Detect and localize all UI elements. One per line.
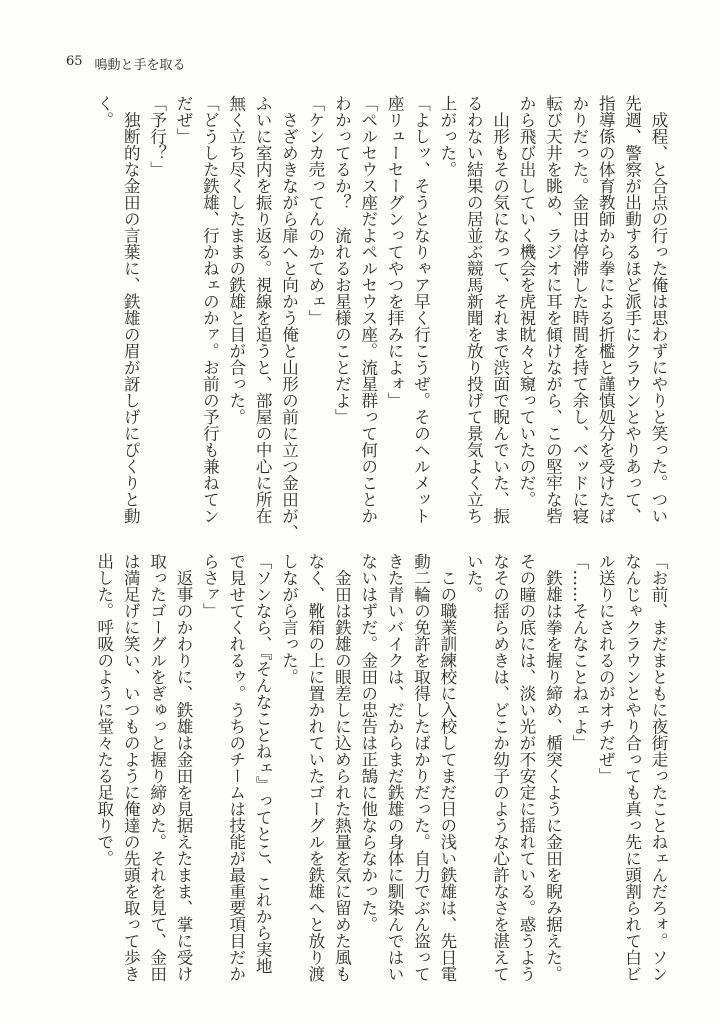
text-column: 出した。呼吸のように堂々たる足取りで。 [94,553,114,867]
text-column: 上がった。 [437,95,457,178]
text-column: かりだった。金田は停滞した時間を持て余し、ベッドに寝 [569,95,589,524]
text-column: わかってるか？ 流れるお星様のことだよ」 [332,95,352,425]
running-title: 鳴動と手を取る [94,58,186,73]
text-column: で見せてくれるゥ。うちのチームは技能が最重要項目だか [226,553,246,982]
text-column: なんじゃクラウンとやり合っても真っ先に頭割られて白ビ [622,553,642,982]
text-column: るわない結果の居並ぶ競馬新聞を放り投げて景気よく立ち [464,95,484,524]
text-column: 座リューセーグンってやつを拝みによォ」 [385,95,405,409]
text-column: なく、靴箱の上に置かれていたゴーグルを鉄雄へと放り渡 [305,553,325,982]
text-column: は満足げに笑い、いつものように俺達の先頭を取って歩き [121,553,141,982]
text-column: 取ったゴーグルをぎゅっと握り締めた。それを見て、金田 [147,553,167,982]
text-column: 「ペルセウス座だよペルセウス座。流星群って何のことか [358,95,378,524]
text-column: 「ソンなら、『そんなことねェ』ってとこ、これから実地 [253,553,273,974]
text-column: さざめきながら扉へと向かう俺と山形の前に立つ金田が、 [279,95,299,541]
text-column: ふいに室内を振り返る。視線を追うと、部屋の中心に所在 [253,95,273,524]
text-column: だぜ」 [173,95,193,145]
text-column: 先週、警察が出動するほど派手にクラウンとやりあって、 [622,95,642,524]
text-column: 「ケンカ売ってんのかてめェ」 [305,95,325,326]
page-number: 65 [66,54,83,69]
top-text-block [90,95,671,541]
text-column: 指導係の体育教師から拳による折檻と謹慎処分を受けたば [596,95,616,524]
text-column: 動二輪の免許を取得したばかりだった。自力でぶん盗って [411,553,431,982]
text-column: 「どうした鉄雄、行かねェのかァ。お前の予行も兼ねてン [200,95,220,524]
text-column: 鉄雄は拳を握り締め、楯突くように金田を睨み据えた。 [543,553,563,982]
page-header [66,54,186,73]
text-column: きた青いバイクは、だからまだ鉄雄の身体に馴染んではい [385,553,405,982]
text-column: 無く立ち尽くしたままの鉄雄と目が合った。 [226,95,246,425]
text-column: 金田は鉄雄の眼差しに込められた熱量を気に留めた風も [332,553,352,982]
text-column: 転び天井を眺め、ラジオに耳を傾けながら、この堅牢な砦 [543,95,563,524]
text-column: らさァ」 [200,553,220,619]
text-column: 「予行？」 [147,95,167,178]
text-column: 成程、と合点の行った俺は思わずにやりと笑った。つい [649,95,668,524]
text-column: しながら言った。 [279,553,299,685]
text-column: く。 [94,95,114,128]
bottom-text-block [90,553,671,987]
text-column: その瞳の底には、淡い光が不安定に揺れている。惑うよう [517,553,537,982]
text-column: いた。 [464,553,484,603]
text-column: 山形もその気になって、それまで渋面で睨んでいた、振 [490,95,510,524]
text-column: なその揺らめきは、どこか幼子のような心許なさを湛えて [490,553,510,982]
text-column: 返事のかわりに、鉄雄は金田を見据えたまま、掌に受け [173,553,193,982]
text-column: 「……そんなことねェよ」 [569,553,589,751]
text-column: から飛び出していく機会を虎視眈々と窺っていたのだ。 [517,95,537,508]
text-column: ないはずだ。金田の忠告は正鵠に他ならなかった。 [358,553,378,933]
text-column: 独断的な金田の言葉に、鉄雄の眉が訝しげにぴくりと動 [121,95,141,524]
text-column: 「お前、まだまともに夜街走ったことねェんだろォ。ソン [649,553,668,982]
text-column: この職業訓練校に入校してまだ日の浅い鉄雄は、先日電 [437,553,457,982]
text-column: ル送りにされるのがオチだぜ」 [596,553,616,784]
text-column: 「よしッ、そうとなりゃア早く行こうぜ。そのヘルメット [411,95,431,524]
